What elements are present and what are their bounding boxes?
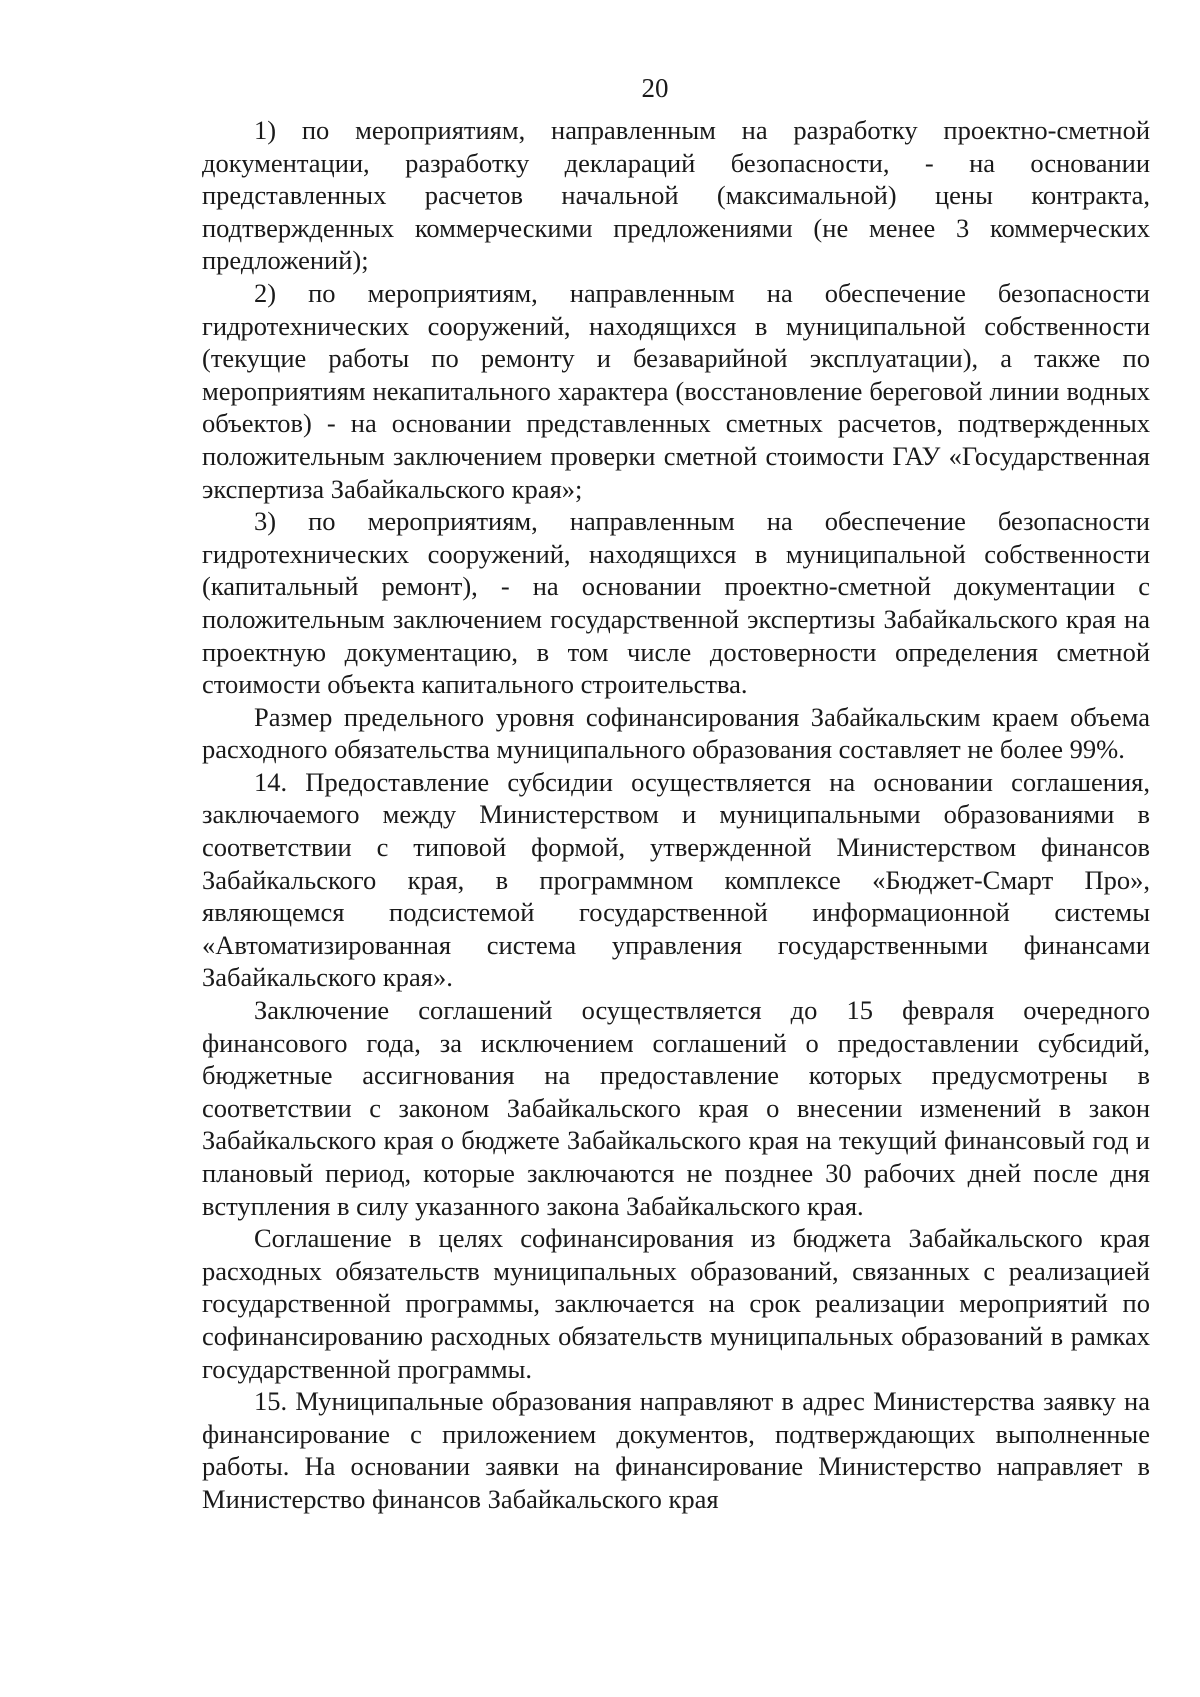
page-number: 20 bbox=[641, 73, 669, 103]
paragraph-cofinancing-limit: Размер предельного уровня софинансирования Забайкальским краем объема расходного обязательства муниципального образования составляет не более 99%. bbox=[202, 701, 1150, 765]
paragraph-clause-14: 14. Предоставление субсидии осуществляется на основании соглашения, заключаемого между Министерством и муниципальными образованиями в соответствии с типовой формой, утвержденной Министерством финансов Забайкальского края, в программном комплексе «Бюджет-Смарт Про», являющемся подсистемой государственной информационной системы «Автоматизированная система управления государственными финансами Забайкальского края». bbox=[202, 766, 1150, 993]
paragraph-item-2: 2) по мероприятиям, направленным на обеспечение безопасности гидротехнических сооружений, находящихся в муниципальной собственности (текущие работы по ремонту и безаварийной эксплуатации), а также по мероприятиям некапитального характера (восстановление береговой линии водных объектов) - на основании представленных сметных расчетов, подтвержденных положительным заключением проверки сметной стоимости ГАУ «Государственная экспертиза Забайкальского края»; bbox=[202, 277, 1150, 504]
body-text bbox=[202, 114, 1150, 1516]
paragraph-clause-15: 15. Муниципальные образования направляют в адрес Министерства заявку на финансирование с приложением документов, подтверждающих выполненные работы. На основании заявки на финансирование Министерство направляет в Министерство финансов Забайкальского края bbox=[202, 1386, 1150, 1514]
paragraph-item-1: 1) по мероприятиям, направленным на разработку проектно-сметной документации, разработку деклараций безопасности, - на основании представленных расчетов начальной (максимальной) цены контракта, подтвержденных коммерческими предложениями (не менее 3 коммерческих предложений); bbox=[202, 115, 1150, 276]
paragraph-agreement-term: Соглашение в целях софинансирования из бюджета Забайкальского края расходных обязательств муниципальных образований, связанных с реализацией государственной программы, заключается на срок реализации мероприятий по софинансированию расходных обязательств муниципальных образований в рамках государственной программы. bbox=[202, 1223, 1150, 1384]
paragraph-item-3: 3) по мероприятиям, направленным на обеспечение безопасности гидротехнических сооружений, находящихся в муниципальной собственности (капитальный ремонт), - на основании проектно-сметной документации с положительным заключением государственной экспертизы Забайкальского края на проектную документацию, в том числе достоверности определения сметной стоимости объекта капитального строительства. bbox=[202, 506, 1150, 700]
paragraph-agreement-deadline: Заключение соглашений осуществляется до 15 февраля очередного финансового года, за исключением соглашений о предоставлении субсидий, бюджетные ассигнования на предоставление которых предусмотрены в соответствии с законом Забайкальского края о внесении изменений в закон Забайкальского края о бюджете Забайкальского края на текущий финансовый год и плановый период, которые заключаются не позднее 30 рабочих дней после дня вступления в силу указанного закона Забайкальского края. bbox=[202, 995, 1150, 1221]
